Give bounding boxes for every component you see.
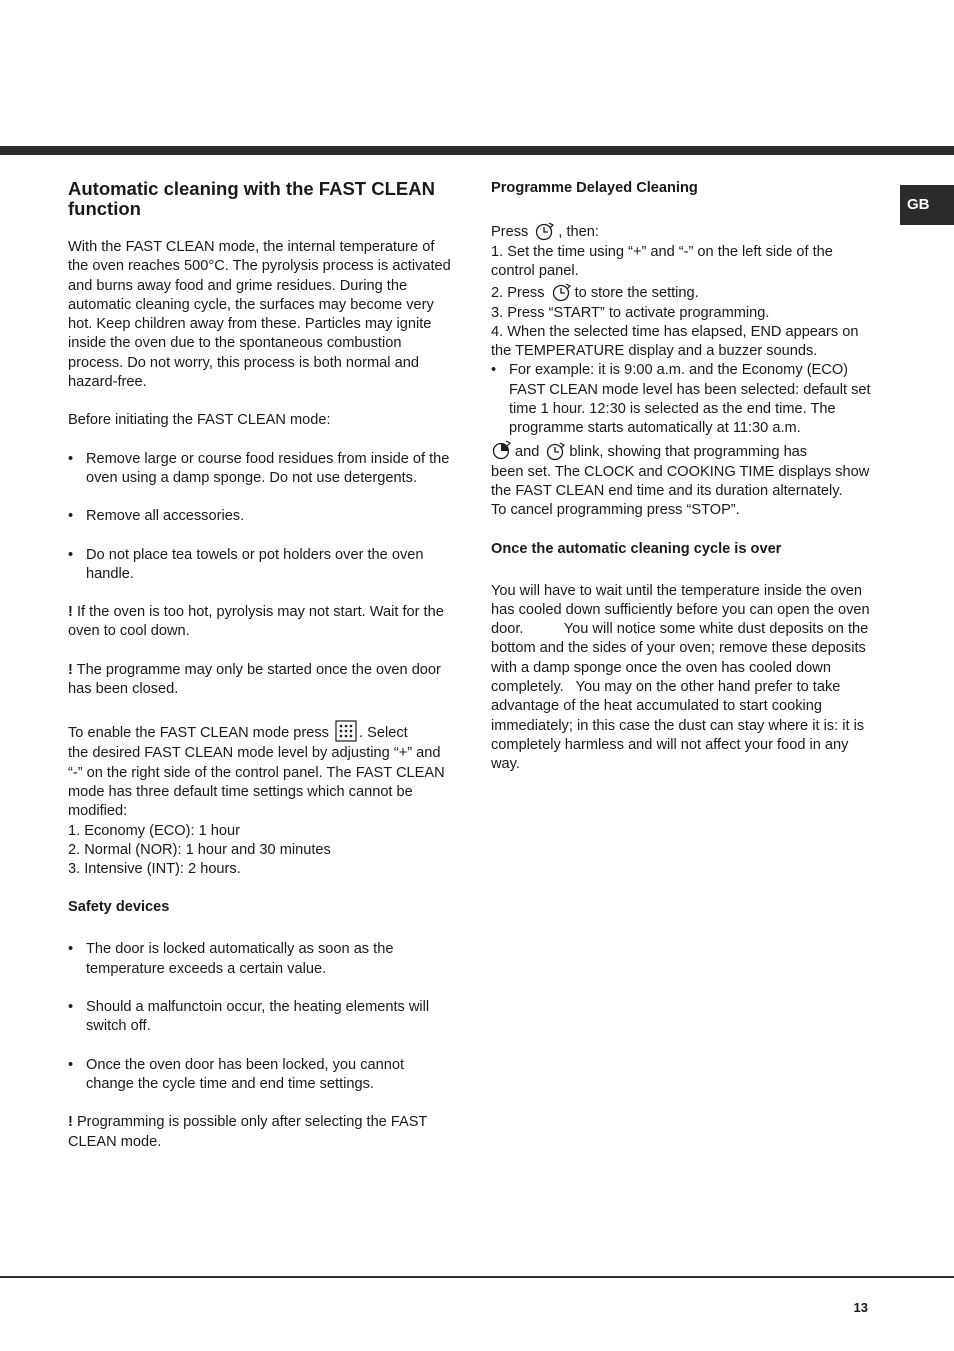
page-number: 13 — [853, 1300, 868, 1315]
then-text: , then: — [558, 224, 599, 240]
footer-rule — [0, 1276, 954, 1278]
end-time-clock-icon — [545, 441, 567, 461]
warning-hot-oven — [68, 603, 453, 642]
section-title: Automatic cleaning with the FAST CLEAN function — [68, 178, 435, 219]
list-item: • Remove large or course food residues from inside of the oven using a damp sponge. Do not use detergents. — [68, 450, 453, 489]
level-item: 1. Economy (ECO): 1 hour — [68, 822, 240, 839]
warning-mark: ! — [68, 661, 73, 678]
warning-text: If the oven is too hot, pyrolysis may not start. Wait for the oven to cool down. — [68, 604, 444, 640]
over-paragraph: You will have to wait until the temperature inside the oven has cooled down sufficiently before you can open the oven door. You will notice some white dust deposits on the bottom and the sides of your oven; remove these deposits with a damp sponge once the oven has cooled down completely. You may on the other hand prefer to take advantage of the heat accumulated to start cooking immediately; in this case the dust can stay where it is: it is completely harmless and will not affect your food in any way. — [491, 582, 874, 773]
safety-title: Safety devices — [68, 899, 170, 916]
left-column — [68, 179, 453, 1152]
enable-text-select: . Select — [359, 725, 408, 742]
right-column — [491, 179, 876, 775]
list-item: • Remove all accessories. — [68, 507, 453, 526]
over-title: Once the automatic cleaning cycle is over — [491, 540, 782, 557]
language-tab: GB — [900, 185, 954, 225]
warning-door — [68, 661, 453, 700]
header-bar — [0, 146, 954, 155]
warning-programming — [68, 1113, 453, 1152]
enable-paragraph: the desired FAST CLEAN mode level by adjusting “+” and “-” on the right side of the control panel. The FAST CLEAN mode has three default time settings which cannot be modified: — [68, 745, 445, 820]
delayed-title: Programme Delayed Cleaning — [491, 180, 698, 196]
warning-text: Programming is possible only after selecting the FAST CLEAN mode. — [68, 1114, 428, 1150]
step-3: 3. Press “START” to activate programming. — [491, 304, 770, 321]
level-item: 2. Normal (NOR): 1 hour and 30 minutes — [68, 841, 331, 858]
press-text: Press — [491, 224, 529, 240]
step-2 — [491, 282, 876, 304]
step-4: 4. When the selected time has elapsed, END appears on the TEMPERATURE display and a buzzer sounds. — [491, 323, 859, 360]
list-item: • Should a malfunctoin occur, the heating elements will switch off. — [68, 998, 453, 1037]
warning-text: The programme may only be started once the oven door has been closed. — [68, 661, 441, 698]
list-item: • For example: it is 9:00 a.m. and the Economy (ECO) FAST CLEAN mode level has been selected: default set time 1 hour. 12:30 is selected as the end time. The programme starts automatically at 11:30 a.m. — [491, 361, 876, 438]
cancel-text: To cancel programming press “STOP”. — [491, 502, 740, 519]
blink-paragraph: been set. The CLOCK and COOKING TIME displays show the FAST CLEAN end time and its duration alternately. — [491, 463, 870, 499]
enable-line — [68, 720, 453, 744]
step-2-text: 2. Press — [491, 284, 545, 301]
intro-paragraph: With the FAST CLEAN mode, the internal temperature of the oven reaches 500°C. The pyrolysis process is activated and burns away food and grime residues. During the automatic cleaning cycle, the surfaces may become very hot. Keep children away from these. Particles may ignite inside the oven due to the spontaneous combustion process. Do not worry, this process is both normal and hazard-free. — [68, 239, 451, 391]
end-time-clock-icon — [534, 221, 556, 241]
blink-line — [491, 439, 876, 463]
end-time-clock-icon — [551, 282, 573, 302]
list-item: • The door is locked automatically as soon as the temperature exceeds a certain value. — [68, 940, 453, 979]
cooking-time-clock-icon — [491, 439, 513, 461]
list-item: • Do not place tea towels or pot holders over the oven handle. — [68, 546, 453, 585]
blink-text: blink, showing that programming has — [569, 443, 808, 460]
level-item: 3. Intensive (INT): 2 hours. — [68, 861, 241, 878]
before-text: Before initiating the FAST CLEAN mode: — [68, 412, 331, 429]
list-item: • Once the oven door has been locked, you cannot change the cycle time and end time settings. — [68, 1056, 453, 1095]
warning-mark: ! — [68, 1114, 73, 1131]
and-text: and — [515, 443, 540, 460]
warning-mark: ! — [68, 604, 73, 621]
step-2-text: to store the setting. — [574, 284, 699, 301]
step-1: 1. Set the time using “+” and “-” on the left side of the control panel. — [491, 244, 833, 280]
enable-text: To enable the FAST CLEAN mode press — [68, 725, 329, 742]
press-line — [491, 221, 876, 243]
fast-clean-dots-icon — [335, 720, 357, 742]
